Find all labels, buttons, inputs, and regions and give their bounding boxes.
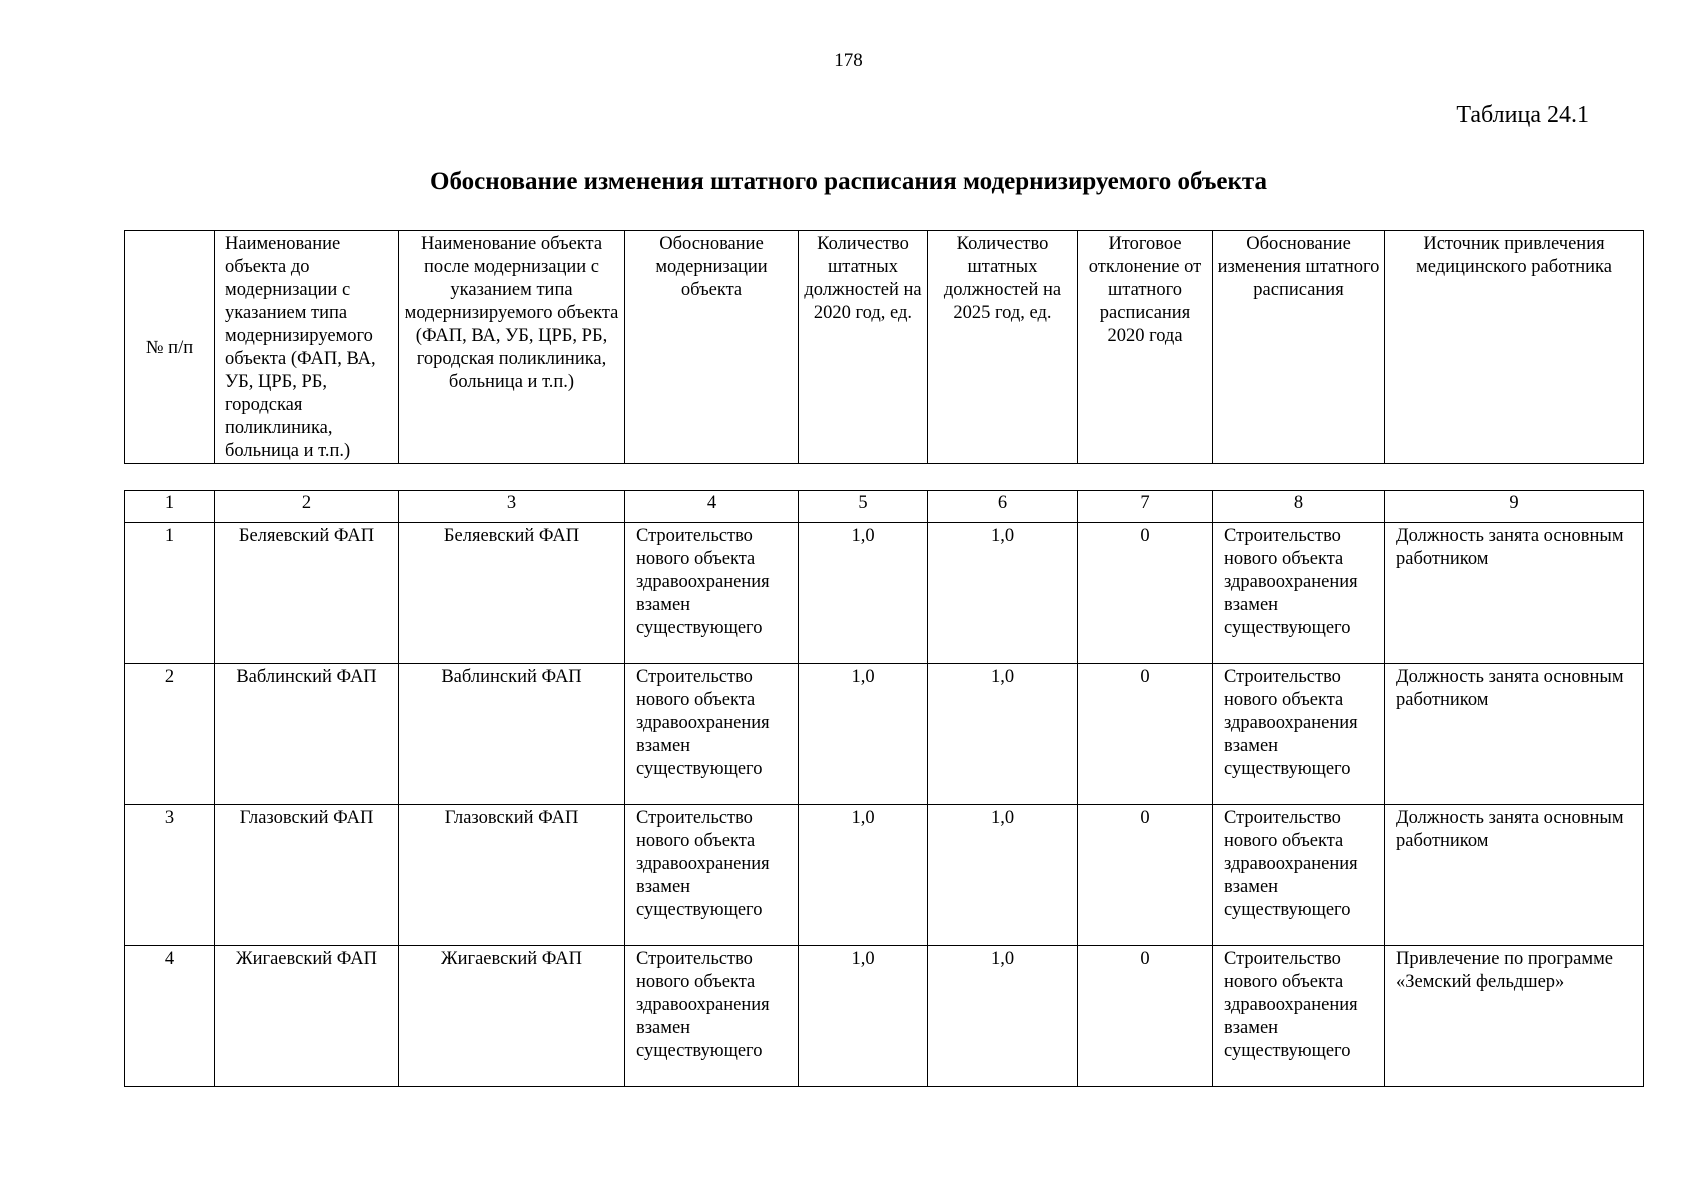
cell-num: 2 [125,664,215,805]
column-number: 7 [1078,491,1213,523]
cell-after: Жигаевский ФАП [399,946,625,1087]
cell-staff-reason: Строительство нового объекта здравоохранения взамен существующего [1213,523,1385,664]
header-cell-staff-2020: Количество штатных должностей на 2020 год, ед. [799,231,928,464]
header-cell-reason: Обоснование модернизации объекта [625,231,799,464]
cell-deviation: 0 [1078,523,1213,664]
header-cell-before: Наименование объекта до модернизации с указанием типа модернизируемого объекта (ФАП, ВА, УБ, ЦРБ, РБ, городская поликлиника, больница и т.п.) [215,231,399,464]
table-row [125,664,1644,805]
column-number: 6 [928,491,1078,523]
cell-before: Жигаевский ФАП [215,946,399,1087]
cell-staff-reason: Строительство нового объекта здравоохранения взамен существующего [1213,946,1385,1087]
cell-after: Беляевский ФАП [399,523,625,664]
cell-staff-2025: 1,0 [928,664,1078,805]
cell-before: Глазовский ФАП [215,805,399,946]
column-number: 3 [399,491,625,523]
cell-staff-2025: 1,0 [928,805,1078,946]
cell-staff-2020: 1,0 [799,523,928,664]
column-number: 9 [1385,491,1644,523]
column-number-row [125,491,1644,523]
cell-staff-reason: Строительство нового объекта здравоохранения взамен существующего [1213,664,1385,805]
cell-after: Ваблинский ФАП [399,664,625,805]
table-row [125,946,1644,1087]
cell-after: Глазовский ФАП [399,805,625,946]
cell-before: Ваблинский ФАП [215,664,399,805]
cell-staff-2020: 1,0 [799,946,928,1087]
column-number: 5 [799,491,928,523]
cell-reason: Строительство нового объекта здравоохранения взамен существующего [625,664,799,805]
cell-staff-reason: Строительство нового объекта здравоохранения взамен существующего [1213,805,1385,946]
table-row [125,805,1644,946]
cell-num: 3 [125,805,215,946]
table-row [125,523,1644,664]
cell-before: Беляевский ФАП [215,523,399,664]
cell-staff-2020: 1,0 [799,805,928,946]
cell-num: 1 [125,523,215,664]
column-number: 2 [215,491,399,523]
table-label: Таблица 24.1 [1456,102,1589,128]
cell-staff-2020: 1,0 [799,664,928,805]
cell-staff-2025: 1,0 [928,946,1078,1087]
cell-source: Должность занята основным работником [1385,523,1644,664]
header-cell-deviation: Итоговое отклонение от штатного расписания 2020 года [1078,231,1213,464]
page-number: 178 [834,50,863,71]
document-title: Обоснование изменения штатного расписания модернизируемого объекта [430,168,1267,195]
cell-deviation: 0 [1078,805,1213,946]
header-cell-staff-2025: Количество штатных должностей на 2025 год, ед. [928,231,1078,464]
cell-reason: Строительство нового объекта здравоохранения взамен существующего [625,946,799,1087]
header-cell-after: Наименование объекта после модернизации с указанием типа модернизируемого объекта (ФАП, ВА, УБ, ЦРБ, РБ, городская поликлиника, больница и т.п.) [399,231,625,464]
cell-source: Должность занята основным работником [1385,664,1644,805]
cell-reason: Строительство нового объекта здравоохранения взамен существующего [625,805,799,946]
column-number: 8 [1213,491,1385,523]
cell-staff-2025: 1,0 [928,523,1078,664]
cell-source: Должность занята основным работником [1385,805,1644,946]
header-cell-staff-reason: Обоснование изменения штатного расписания [1213,231,1385,464]
cell-deviation: 0 [1078,664,1213,805]
cell-num: 4 [125,946,215,1087]
cell-source: Привлечение по программе «Земский фельдшер» [1385,946,1644,1087]
column-number: 4 [625,491,799,523]
cell-deviation: 0 [1078,946,1213,1087]
table-body [124,490,1644,1087]
column-number: 1 [125,491,215,523]
header-row [125,231,1644,464]
cell-reason: Строительство нового объекта здравоохранения взамен существующего [625,523,799,664]
header-cell-num: № п/п [125,231,215,464]
table-header [124,230,1644,464]
header-cell-source: Источник привлечения медицинского работника [1385,231,1644,464]
